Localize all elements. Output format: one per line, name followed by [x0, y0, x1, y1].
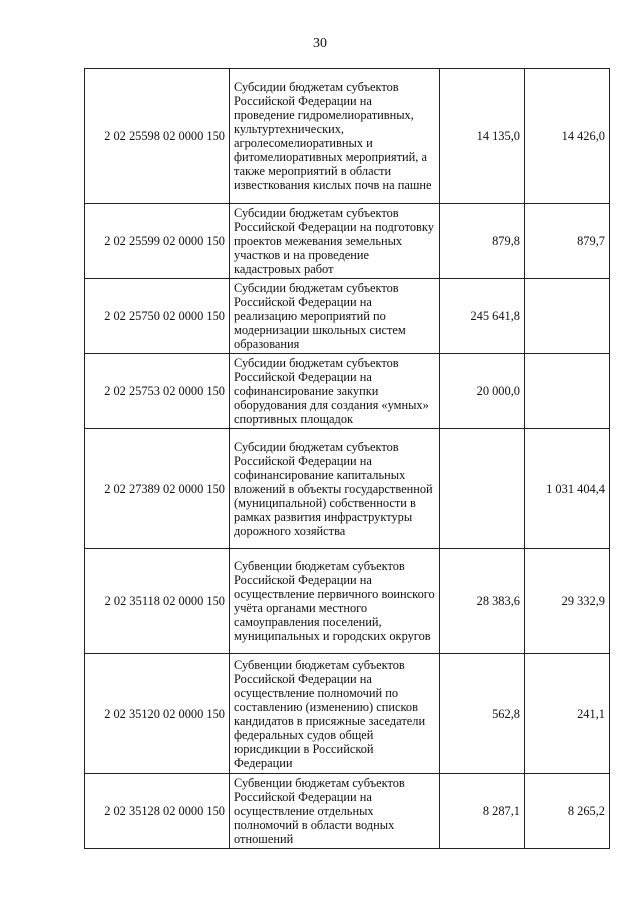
- amount-cell-1: 8 287,1: [440, 774, 525, 849]
- amount-cell-2: 241,1: [525, 654, 610, 774]
- amount-cell-2: 14 426,0: [525, 69, 610, 204]
- revenue-name-cell: Субсидии бюджетам субъектов Российской Федерации на софинансирование капитальных вложений в объекты государственной (муниципальной) собственности в рамках развития инфраструктуры дорожного хозяйства: [230, 429, 440, 549]
- amount-cell-2: [525, 354, 610, 429]
- amount-cell-2: 29 332,9: [525, 549, 610, 654]
- budget-code-cell: 2 02 27389 02 0000 150: [85, 429, 230, 549]
- budget-revenue-table: [84, 68, 610, 849]
- table-row: [85, 204, 610, 279]
- table-row: [85, 774, 610, 849]
- budget-code-cell: 2 02 25598 02 0000 150: [85, 69, 230, 204]
- amount-cell-2: 8 265,2: [525, 774, 610, 849]
- page-number: 30: [313, 36, 327, 51]
- table-row: [85, 429, 610, 549]
- amount-cell-1: 20 000,0: [440, 354, 525, 429]
- amount-cell-2: 1 031 404,4: [525, 429, 610, 549]
- amount-cell-1: 14 135,0: [440, 69, 525, 204]
- budget-code-cell: 2 02 25599 02 0000 150: [85, 204, 230, 279]
- amount-cell-1: 879,8: [440, 204, 525, 279]
- amount-cell-2: 879,7: [525, 204, 610, 279]
- table-row: [85, 69, 610, 204]
- budget-code-cell: 2 02 35128 02 0000 150: [85, 774, 230, 849]
- revenue-name-cell: Субвенции бюджетам субъектов Российской Федерации на осуществление первичного воинского учёта органами местного самоуправления поселений, муниципальных и городских округов: [230, 549, 440, 654]
- amount-cell-1: 28 383,6: [440, 549, 525, 654]
- amount-cell-2: [525, 279, 610, 354]
- revenue-name-cell: Субвенции бюджетам субъектов Российской Федерации на осуществление полномочий по составлению (изменению) списков кандидатов в присяжные заседатели федеральных судов общей юрисдикции в Российской Федерации: [230, 654, 440, 774]
- budget-code-cell: 2 02 35118 02 0000 150: [85, 549, 230, 654]
- revenue-name-cell: Субсидии бюджетам субъектов Российской Федерации на софинансирование закупки оборудования для создания «умных» спортивных площадок: [230, 354, 440, 429]
- table-row: [85, 279, 610, 354]
- budget-code-cell: 2 02 25753 02 0000 150: [85, 354, 230, 429]
- budget-code-cell: 2 02 35120 02 0000 150: [85, 654, 230, 774]
- amount-cell-1: [440, 429, 525, 549]
- table-row: [85, 549, 610, 654]
- table-row: [85, 654, 610, 774]
- revenue-name-cell: Субсидии бюджетам субъектов Российской Федерации на проведение гидромелиоративных, культуртехнических, агролесомелиоративных и фитомелиоративных мероприятий, а также мероприятий в области известкования кислых почв на пашне: [230, 69, 440, 204]
- amount-cell-1: 245 641,8: [440, 279, 525, 354]
- amount-cell-1: 562,8: [440, 654, 525, 774]
- revenue-name-cell: Субсидии бюджетам субъектов Российской Федерации на реализацию мероприятий по модернизации школьных систем образования: [230, 279, 440, 354]
- table-row: [85, 354, 610, 429]
- revenue-name-cell: Субвенции бюджетам субъектов Российской Федерации на осуществление отдельных полномочий в области водных отношений: [230, 774, 440, 849]
- revenue-name-cell: Субсидии бюджетам субъектов Российской Федерации на подготовку проектов межевания земельных участков и на проведение кадастровых работ: [230, 204, 440, 279]
- budget-code-cell: 2 02 25750 02 0000 150: [85, 279, 230, 354]
